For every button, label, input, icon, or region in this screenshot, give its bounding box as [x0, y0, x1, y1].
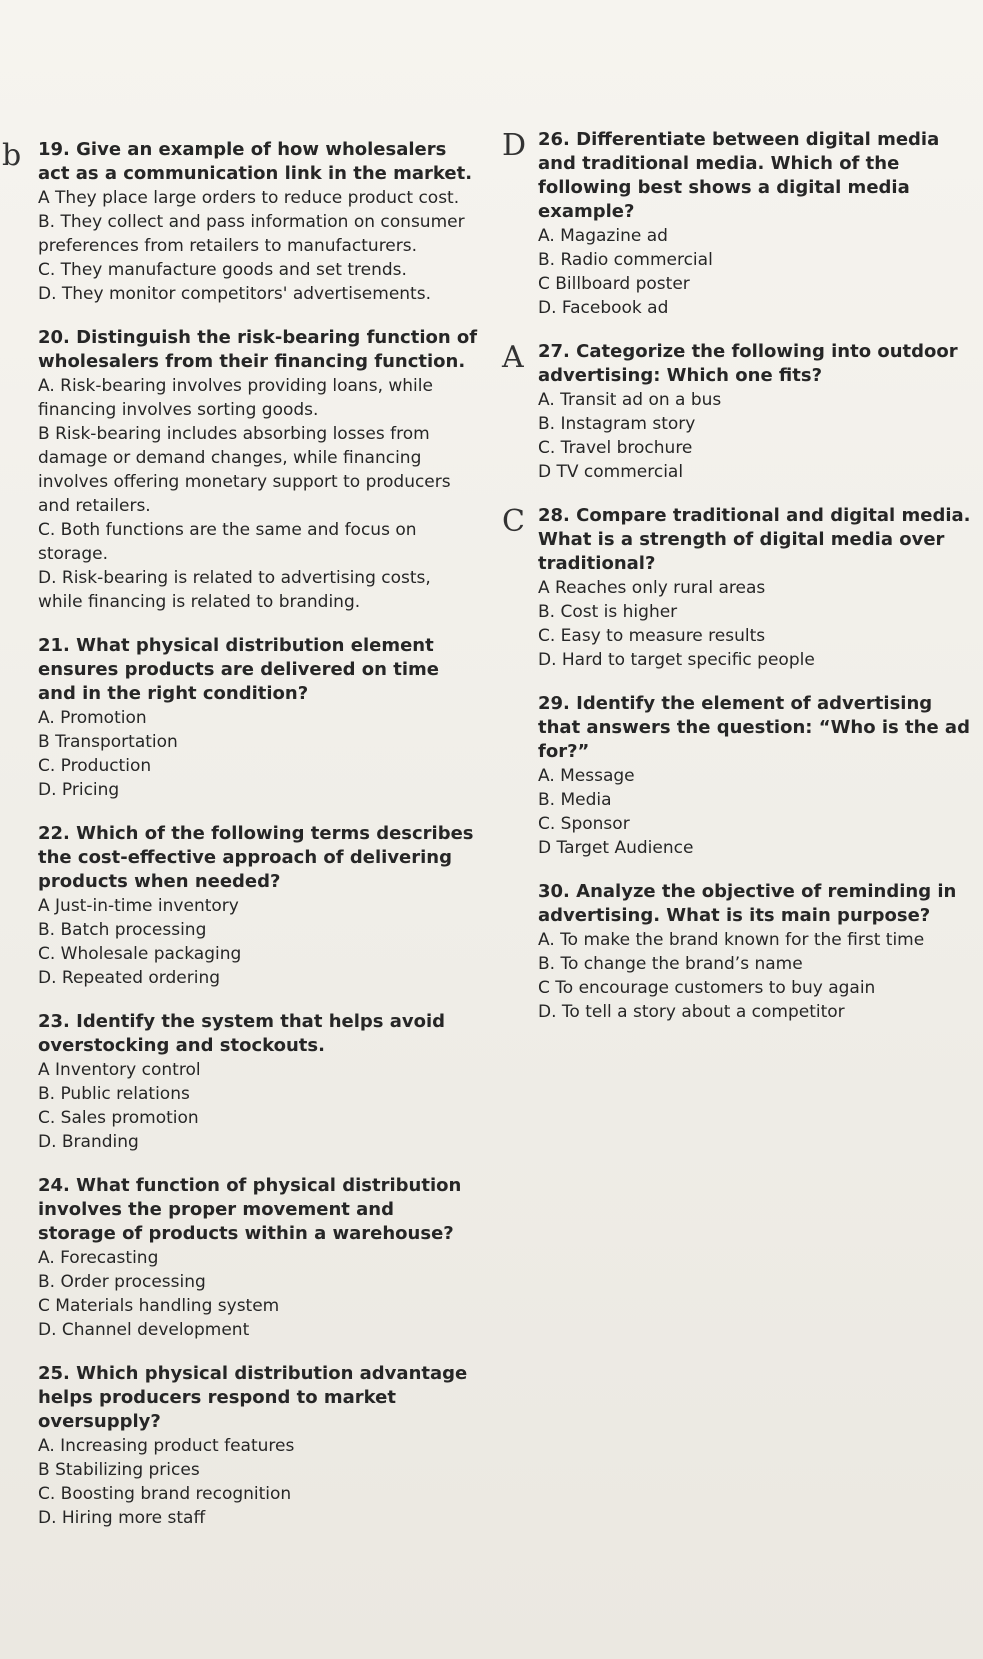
question-title: 29. Identify the element of advertising that answers the question: “Who is the ad for?”	[538, 693, 970, 762]
answer-option[interactable]: A. Magazine ad	[538, 226, 668, 246]
answer-option[interactable]: A. Message	[538, 766, 635, 786]
answer-option[interactable]: A. Forecasting	[38, 1248, 159, 1268]
answer-option[interactable]: C. Boosting brand recognition	[38, 1484, 292, 1504]
handwritten-answer-mark: A	[502, 340, 524, 375]
handwritten-answer-mark: C	[502, 504, 525, 539]
answer-option[interactable]: B. Instagram story	[538, 414, 696, 434]
answer-option[interactable]: D. Risk-bearing is related to advertising costs, while financing is related to branding.	[38, 568, 431, 612]
handwritten-answer-mark: D	[502, 128, 527, 163]
answer-option[interactable]: D. Hiring more staff	[38, 1508, 206, 1528]
question-block	[538, 880, 978, 1024]
handwritten-answer-mark: b	[2, 138, 22, 173]
answer-option[interactable]: A. Promotion	[38, 708, 147, 728]
answer-option[interactable]: C. Easy to measure results	[538, 626, 766, 646]
answer-option[interactable]: D. Pricing	[38, 780, 120, 800]
question-block	[38, 326, 478, 614]
answer-option[interactable]: A. To make the brand known for the first time	[538, 930, 925, 950]
answer-option[interactable]: D. Branding	[38, 1132, 139, 1152]
answer-option[interactable]: B Transportation	[38, 732, 178, 752]
answer-option[interactable]: B. Batch processing	[38, 920, 207, 940]
answer-option[interactable]: C To encourage customers to buy again	[538, 978, 876, 998]
question-block	[38, 1174, 478, 1342]
answer-option[interactable]: C Materials handling system	[38, 1296, 280, 1316]
answer-option[interactable]: B Risk-bearing includes absorbing losses from damage or demand changes, while financing involves offering monetary support to producers and retailers.	[38, 424, 451, 516]
answer-option[interactable]: A. Transit ad on a bus	[538, 390, 722, 410]
question-title: 19. Give an example of how wholesalers act as a communication link in the market.	[38, 139, 473, 184]
answer-option[interactable]: D. To tell a story about a competitor	[538, 1002, 845, 1022]
question-block	[38, 1362, 478, 1530]
answer-option[interactable]: B. To change the brand’s name	[538, 954, 803, 974]
answer-option[interactable]: C. Sales promotion	[38, 1108, 199, 1128]
answer-option[interactable]: C. Production	[38, 756, 152, 776]
question-title: 24. What function of physical distribution involves the proper movement and storage of products within a warehouse?	[38, 1175, 462, 1244]
question-block	[38, 634, 478, 802]
answer-option[interactable]: D. Facebook ad	[538, 298, 669, 318]
answer-option[interactable]: D. They monitor competitors' advertisements.	[38, 284, 431, 304]
question-block	[38, 1010, 478, 1154]
answer-option[interactable]: D. Channel development	[38, 1320, 250, 1340]
question-block	[2, 138, 478, 306]
answer-option[interactable]: B. Public relations	[38, 1084, 190, 1104]
right-column	[502, 128, 978, 1044]
answer-option[interactable]: C. Both functions are the same and focus on storage.	[38, 520, 417, 564]
answer-option[interactable]: A. Risk-bearing involves providing loans, while financing involves sorting goods.	[38, 376, 433, 420]
question-block	[38, 822, 478, 990]
answer-option[interactable]: A. Increasing product features	[38, 1436, 295, 1456]
answer-option[interactable]: D. Repeated ordering	[38, 968, 221, 988]
question-title: 23. Identify the system that helps avoid overstocking and stockouts.	[38, 1011, 446, 1056]
question-title: 22. Which of the following terms describes the cost-effective approach of delivering products when needed?	[38, 823, 474, 892]
question-title: 21. What physical distribution element ensures products are delivered on time and in the right condition?	[38, 635, 439, 704]
question-block	[502, 504, 978, 672]
question-block	[502, 340, 978, 484]
answer-option[interactable]: B Stabilizing prices	[38, 1460, 200, 1480]
answer-option[interactable]: C. Travel brochure	[538, 438, 693, 458]
answer-option[interactable]: D. Hard to target specific people	[538, 650, 815, 670]
question-title: 28. Compare traditional and digital media. What is a strength of digital media over traditional?	[538, 505, 971, 574]
answer-option[interactable]: B. Order processing	[38, 1272, 206, 1292]
question-block	[502, 128, 978, 320]
answer-option[interactable]: D TV commercial	[538, 462, 684, 482]
answer-option[interactable]: A Inventory control	[38, 1060, 201, 1080]
answer-option[interactable]: D Target Audience	[538, 838, 694, 858]
answer-option[interactable]: B. Radio commercial	[538, 250, 713, 270]
question-title: 27. Categorize the following into outdoor advertising: Which one fits?	[538, 341, 958, 386]
answer-option[interactable]: C. Wholesale packaging	[38, 944, 242, 964]
question-title: 20. Distinguish the risk-bearing function of wholesalers from their financing function.	[38, 327, 478, 372]
question-title: 26. Differentiate between digital media and traditional media. Which of the following best shows a digital media example?	[538, 129, 940, 222]
answer-option[interactable]: C Billboard poster	[538, 274, 690, 294]
answer-option[interactable]: A They place large orders to reduce product cost.	[38, 188, 460, 208]
answer-option[interactable]: B. Media	[538, 790, 612, 810]
answer-option[interactable]: A Just-in-time inventory	[38, 896, 239, 916]
question-title: 25. Which physical distribution advantage helps producers respond to market oversupply?	[38, 1363, 468, 1432]
left-column	[2, 138, 478, 1550]
answer-option[interactable]: C. Sponsor	[538, 814, 630, 834]
answer-option[interactable]: B. Cost is higher	[538, 602, 678, 622]
question-block	[538, 692, 978, 860]
question-title: 30. Analyze the objective of reminding in advertising. What is its main purpose?	[538, 881, 957, 926]
answer-option[interactable]: B. They collect and pass information on consumer preferences from retailers to manufacturers.	[38, 212, 465, 256]
answer-option[interactable]: C. They manufacture goods and set trends.	[38, 260, 407, 280]
answer-option[interactable]: A Reaches only rural areas	[538, 578, 766, 598]
